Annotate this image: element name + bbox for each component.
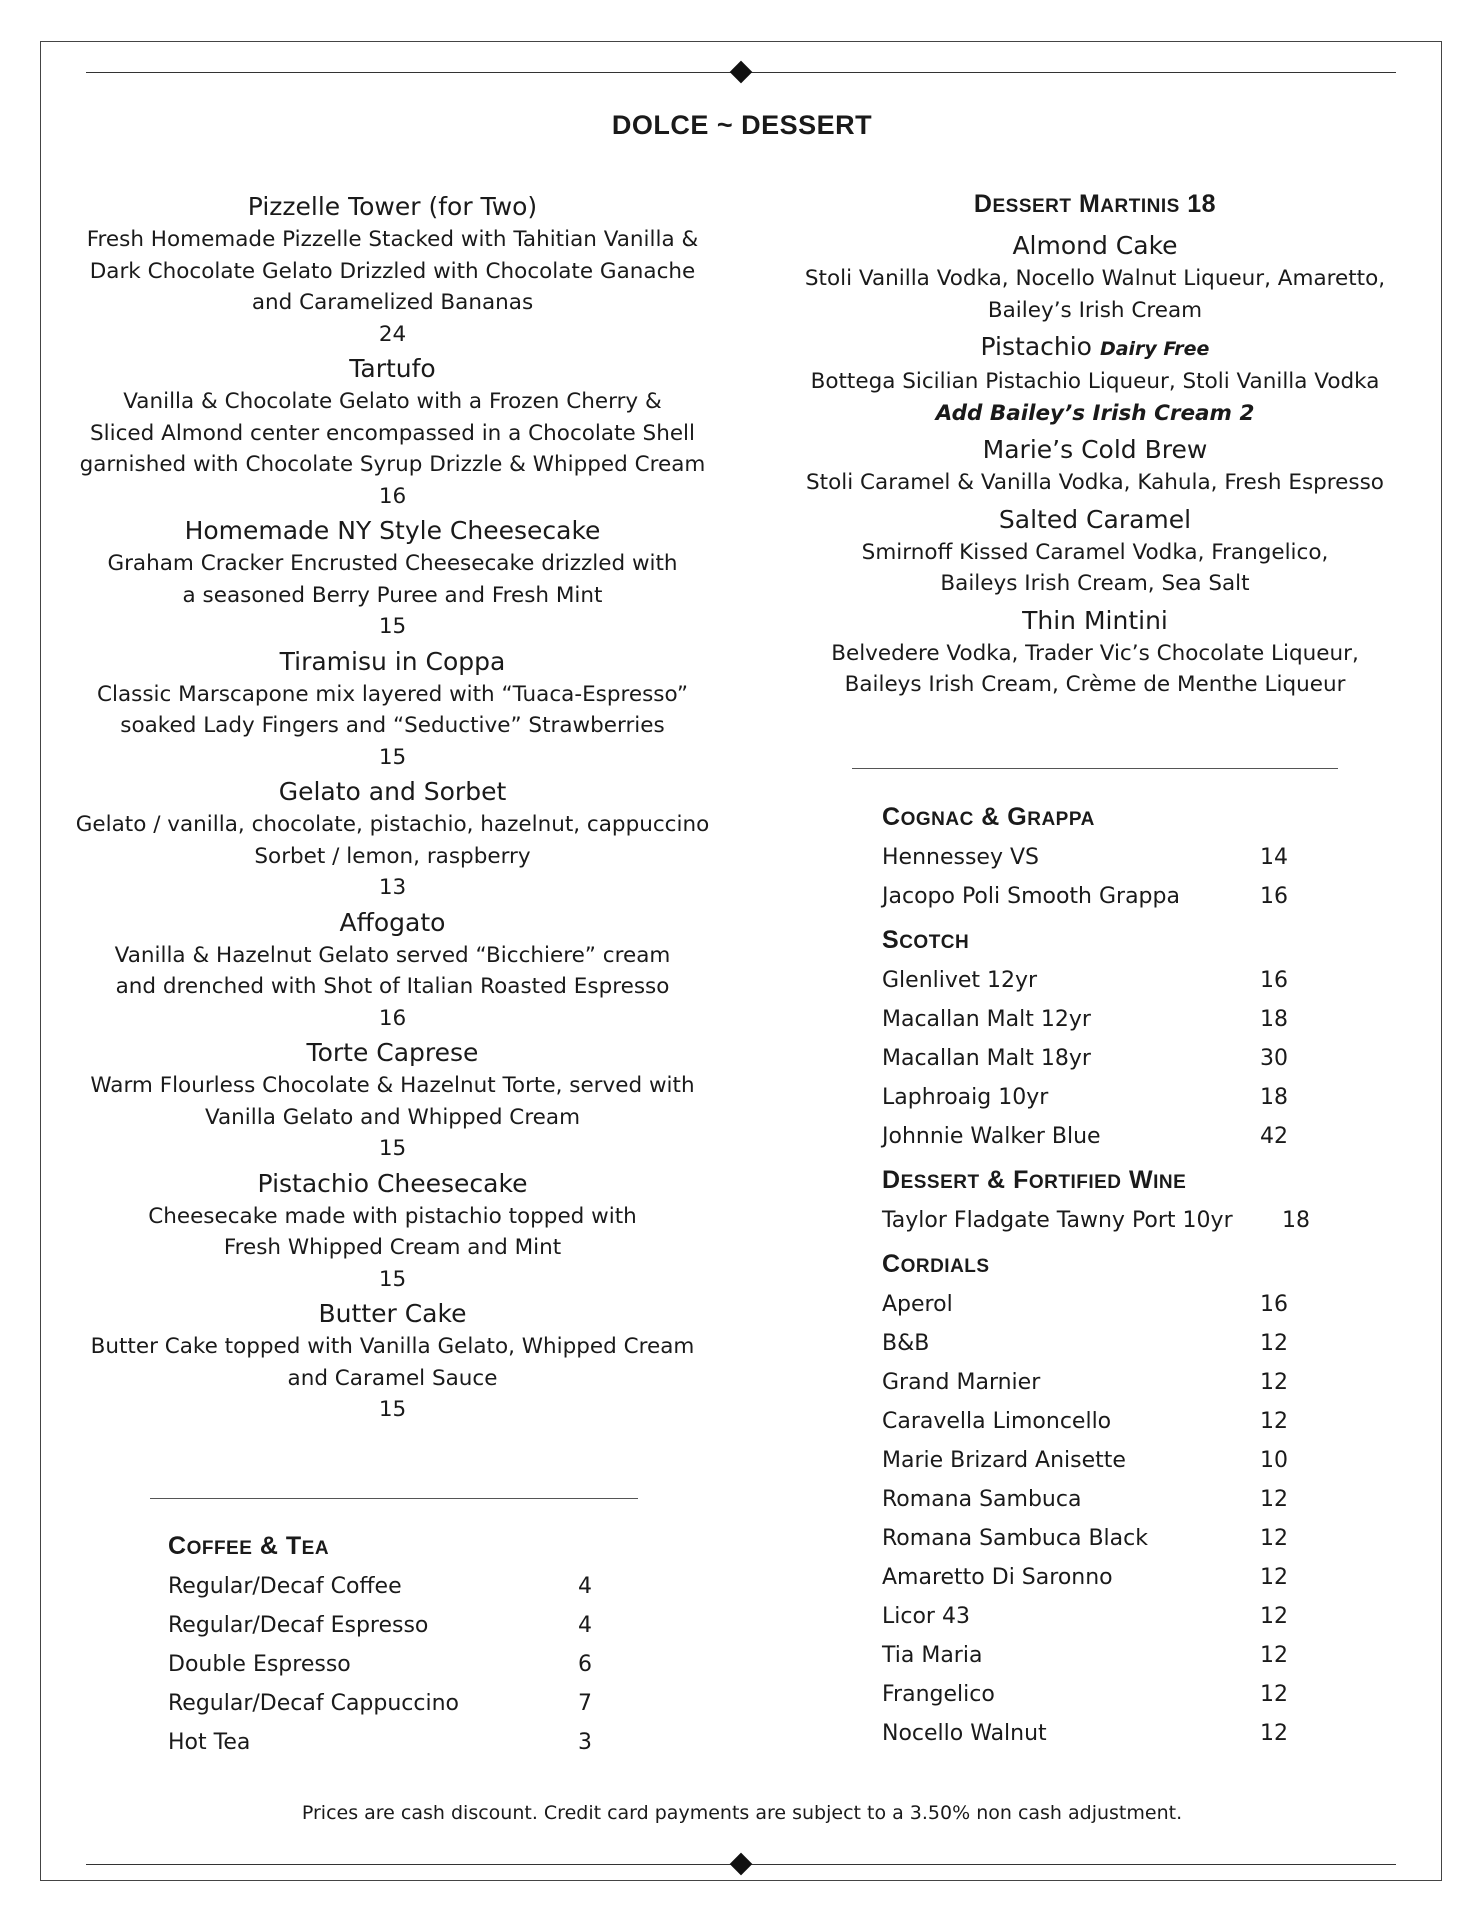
dessert-name: Torte Caprese: [306, 1038, 479, 1067]
spirit-price: 12: [1260, 1370, 1288, 1395]
dessert-item: [70, 1297, 715, 1426]
spirit-row: [882, 1558, 1362, 1597]
spirit-name: Romana Sambuca Black: [882, 1526, 1148, 1551]
spirit-row: [882, 1519, 1362, 1558]
dessert-name: Pistachio Cheesecake: [257, 1168, 528, 1198]
spirits-section-heading: CORDIALS: [882, 1250, 990, 1278]
coffee-name: Regular/Decaf Espresso: [168, 1613, 429, 1638]
martini-name-text: Pistachio: [980, 332, 1100, 361]
dessert-item: [70, 906, 715, 1035]
spirit-price: 16: [1260, 1292, 1288, 1317]
spirit-price: 12: [1260, 1487, 1288, 1512]
coffee-price: 3: [578, 1730, 592, 1755]
dessert-description: Classic Marscapone mix layered with “Tuaca-Espresso”: [96, 681, 689, 707]
martini-item: [795, 604, 1395, 701]
spirits-section-heading: DESSERT & FORTIFIED WINE: [882, 1166, 1187, 1194]
spirit-price: 30: [1260, 1046, 1288, 1071]
spirit-row: [882, 1039, 1362, 1078]
martini-item: [795, 503, 1395, 600]
spirit-price: 12: [1260, 1331, 1288, 1356]
dessert-name: Pizzelle Tower (for Two): [247, 192, 538, 221]
martini-heading: DESSERT MARTINIS 18: [973, 190, 1217, 218]
martini-name: [795, 604, 1395, 638]
dessert-item: [70, 190, 715, 350]
martini-item: [795, 433, 1395, 499]
martini-name: [795, 330, 1395, 366]
martini-description: Baileys Irish Cream, Crème de Menthe Liqueur: [844, 672, 1346, 697]
spirit-row: [882, 1201, 1362, 1240]
coffee-price: 7: [578, 1691, 592, 1716]
dessert-price: 16: [378, 483, 407, 509]
spirit-name: Jacopo Poli Smooth Grappa: [882, 884, 1180, 909]
spirit-row: [882, 961, 1362, 1000]
dessert-price: 15: [378, 1397, 407, 1422]
dessert-price: 15: [378, 1266, 407, 1292]
martini-name: [795, 229, 1395, 263]
spirit-name: Hennessey VS: [882, 845, 1039, 870]
spirit-row: [882, 1714, 1362, 1753]
spirit-price: 16: [1260, 884, 1288, 909]
spirit-price: 12: [1260, 1721, 1288, 1746]
martini-description: Bottega Sicilian Pistachio Liqueur, Stoli Vanilla Vodka: [810, 369, 1380, 394]
spirit-row: [882, 1402, 1362, 1441]
spirit-price: 12: [1260, 1526, 1288, 1551]
coffee-row: [168, 1645, 608, 1684]
spirit-row: [882, 877, 1362, 916]
spirit-row: [882, 1000, 1362, 1039]
martini-name-text: Thin Mintini: [1022, 605, 1168, 635]
dessert-description: Vanilla Gelato and Whipped Cream: [204, 1104, 581, 1130]
spirit-name: Laphroaig 10yr: [882, 1085, 1049, 1110]
dessert-list: [70, 190, 715, 1428]
martini-item: [795, 229, 1395, 326]
spirit-price: 14: [1260, 845, 1288, 870]
spirit-row: [882, 1480, 1362, 1519]
martini-list: [795, 229, 1395, 701]
coffee-tea-section: [168, 1528, 608, 1762]
dessert-price: 15: [378, 614, 407, 639]
martini-description: Belvedere Vodka, Trader Vic’s Chocolate Liqueur,: [831, 640, 1359, 666]
spirit-row: [882, 1363, 1362, 1402]
spirit-price: 18: [1260, 1085, 1288, 1110]
spirit-name: Grand Marnier: [882, 1370, 1041, 1395]
martini-name-text: Almond Cake: [1012, 231, 1178, 260]
dessert-price: 16: [378, 1005, 407, 1031]
spirit-name: Taylor Fladgate Tawny Port 10yr: [882, 1208, 1233, 1233]
martini-description: Stoli Caramel & Vanilla Vodka, Kahula, Fresh Espresso: [806, 470, 1384, 495]
spirit-row: [882, 1636, 1362, 1675]
spirit-price: 10: [1260, 1448, 1288, 1473]
dessert-item: [70, 775, 715, 904]
coffee-price: 4: [578, 1613, 592, 1638]
dessert-description: Vanilla & Chocolate Gelato with a Frozen Cherry &: [123, 389, 662, 414]
martini-name-text: Salted Caramel: [998, 504, 1192, 534]
price-footnote: Prices are cash discount. Credit card payments are subject to a 3.50% non cash adjustment.: [301, 1802, 1183, 1824]
dessert-description: Gelato / vanilla, chocolate, pistachio, hazelnut, cappuccino: [75, 812, 710, 837]
dessert-name: Affogato: [339, 907, 446, 937]
menu-title: DOLCE ~ DESSERT: [611, 110, 873, 140]
coffee-name: Double Espresso: [168, 1652, 351, 1677]
coffee-row: [168, 1684, 608, 1723]
martini-description: Bailey’s Irish Cream: [987, 297, 1203, 323]
martini-description: Baileys Irish Cream, Sea Salt: [940, 571, 1250, 596]
coffee-name: Regular/Decaf Coffee: [168, 1574, 402, 1599]
spirit-price: 18: [1260, 1007, 1288, 1032]
spirit-row: [882, 838, 1362, 877]
martini-description: Smirnoff Kissed Caramel Vodka, Frangelico,: [861, 539, 1329, 565]
coffee-name: Regular/Decaf Cappuccino: [168, 1691, 460, 1716]
dessert-price: 15: [378, 1136, 407, 1161]
dessert-item: [70, 352, 715, 512]
spirit-row: [882, 1675, 1362, 1714]
dessert-description: and drenched with Shot of Italian Roasted Espresso: [115, 974, 670, 999]
spirit-name: Johnnie Walker Blue: [882, 1124, 1101, 1149]
spirit-price: 16: [1260, 968, 1288, 993]
dessert-item: [70, 1036, 715, 1165]
coffee-tea-list: [168, 1567, 608, 1762]
dessert-name: Tiramisu in Coppa: [279, 646, 506, 676]
coffee-row: [168, 1606, 608, 1645]
spirit-name: Macallan Malt 18yr: [882, 1046, 1091, 1071]
martini-addon: Add Bailey’s Irish Cream 2: [935, 400, 1255, 426]
spirit-name: Licor 43: [882, 1604, 970, 1629]
spirit-row: [882, 1078, 1362, 1117]
spirit-row: [882, 1285, 1362, 1324]
dessert-description: Vanilla & Hazelnut Gelato served “Bicchiere” cream: [114, 942, 671, 968]
spirit-price: 12: [1260, 1409, 1288, 1434]
dessert-name: Tartufo: [349, 354, 436, 383]
spirit-price: 12: [1260, 1565, 1288, 1590]
martini-description: Stoli Vanilla Vodka, Nocello Walnut Liqueur, Amaretto,: [804, 266, 1386, 291]
dessert-price: 13: [378, 875, 407, 900]
spirit-row: [882, 1324, 1362, 1363]
dairy-free-tag: Dairy Free: [1099, 338, 1210, 360]
dessert-description: and Caramelized Bananas: [251, 290, 534, 315]
spirit-name: Frangelico: [882, 1682, 995, 1707]
dessert-description: Sorbet / lemon, raspberry: [254, 843, 531, 869]
spirit-name: Marie Brizard Anisette: [882, 1448, 1126, 1473]
spirit-row: [882, 1441, 1362, 1480]
spirit-name: Aperol: [882, 1292, 953, 1317]
coffee-tea-heading: COFFEE & TEA: [168, 1532, 330, 1560]
spirit-name: Amaretto Di Saronno: [882, 1565, 1113, 1590]
martini-name: [795, 433, 1395, 467]
dessert-description: Sliced Almond center encompassed in a Chocolate Shell: [89, 420, 696, 446]
dessert-description: garnished with Chocolate Syrup Drizzle & Whipped Cream: [79, 452, 706, 477]
spirit-name: Romana Sambuca: [882, 1487, 1082, 1512]
dessert-name: Butter Cake: [318, 1299, 467, 1328]
dessert-description: and Caramel Sauce: [287, 1365, 498, 1391]
spirit-price: 12: [1260, 1643, 1288, 1668]
dessert-price: 15: [378, 744, 407, 770]
spirit-price: 12: [1260, 1604, 1288, 1629]
dessert-description: Cheesecake made with pistachio topped with: [148, 1203, 637, 1229]
coffee-price: 4: [578, 1574, 592, 1599]
martini-section: [795, 186, 1395, 701]
spirits-section-heading: SCOTCH: [882, 926, 970, 954]
dessert-item: [70, 645, 715, 774]
spirits-list: [882, 793, 1362, 1753]
dessert-price: 24: [378, 321, 407, 347]
spirit-name: Nocello Walnut: [882, 1721, 1047, 1746]
spirit-price: 12: [1260, 1682, 1288, 1707]
dessert-description: Butter Cake topped with Vanilla Gelato, Whipped Cream: [90, 1334, 695, 1359]
dessert-description: Fresh Homemade Pizzelle Stacked with Tahitian Vanilla &: [86, 227, 699, 252]
spirit-name: Caravella Limoncello: [882, 1409, 1112, 1434]
martini-name-text: Marie’s Cold Brew: [982, 435, 1208, 464]
dessert-description: a seasoned Berry Puree and Fresh Mint: [182, 582, 603, 608]
dessert-description: Graham Cracker Encrusted Cheesecake drizzled with: [107, 551, 678, 576]
coffee-row: [168, 1567, 608, 1606]
dessert-description: soaked Lady Fingers and “Seductive” Strawberries: [120, 713, 665, 738]
spirit-name: Tia Maria: [882, 1643, 983, 1668]
spirits-section-heading: COGNAC & GRAPPA: [882, 803, 1095, 831]
coffee-name: Hot Tea: [168, 1730, 251, 1755]
spirit-name: Macallan Malt 12yr: [882, 1007, 1091, 1032]
left-divider: [150, 1498, 638, 1499]
spirit-price: 42: [1260, 1124, 1288, 1149]
right-divider: [852, 768, 1338, 769]
spirit-name: B&B: [882, 1331, 930, 1356]
martini-name: [795, 503, 1395, 537]
dessert-name: Homemade NY Style Cheesecake: [184, 516, 601, 545]
dessert-item: [70, 1167, 715, 1296]
dessert-description: Dark Chocolate Gelato Drizzled with Chocolate Ganache: [89, 258, 696, 284]
coffee-row: [168, 1723, 608, 1762]
coffee-price: 6: [578, 1652, 592, 1677]
dessert-item: [70, 514, 715, 643]
spirit-price: 18: [1282, 1208, 1310, 1233]
spirit-name: Glenlivet 12yr: [882, 968, 1038, 993]
dessert-name: Gelato and Sorbet: [278, 777, 507, 806]
spirit-row: [882, 1597, 1362, 1636]
dessert-description: Warm Flourless Chocolate & Hazelnut Torte, served with: [90, 1073, 695, 1098]
martini-item: [795, 330, 1395, 429]
spirit-row: [882, 1117, 1362, 1156]
dessert-description: Fresh Whipped Cream and Mint: [223, 1235, 562, 1260]
